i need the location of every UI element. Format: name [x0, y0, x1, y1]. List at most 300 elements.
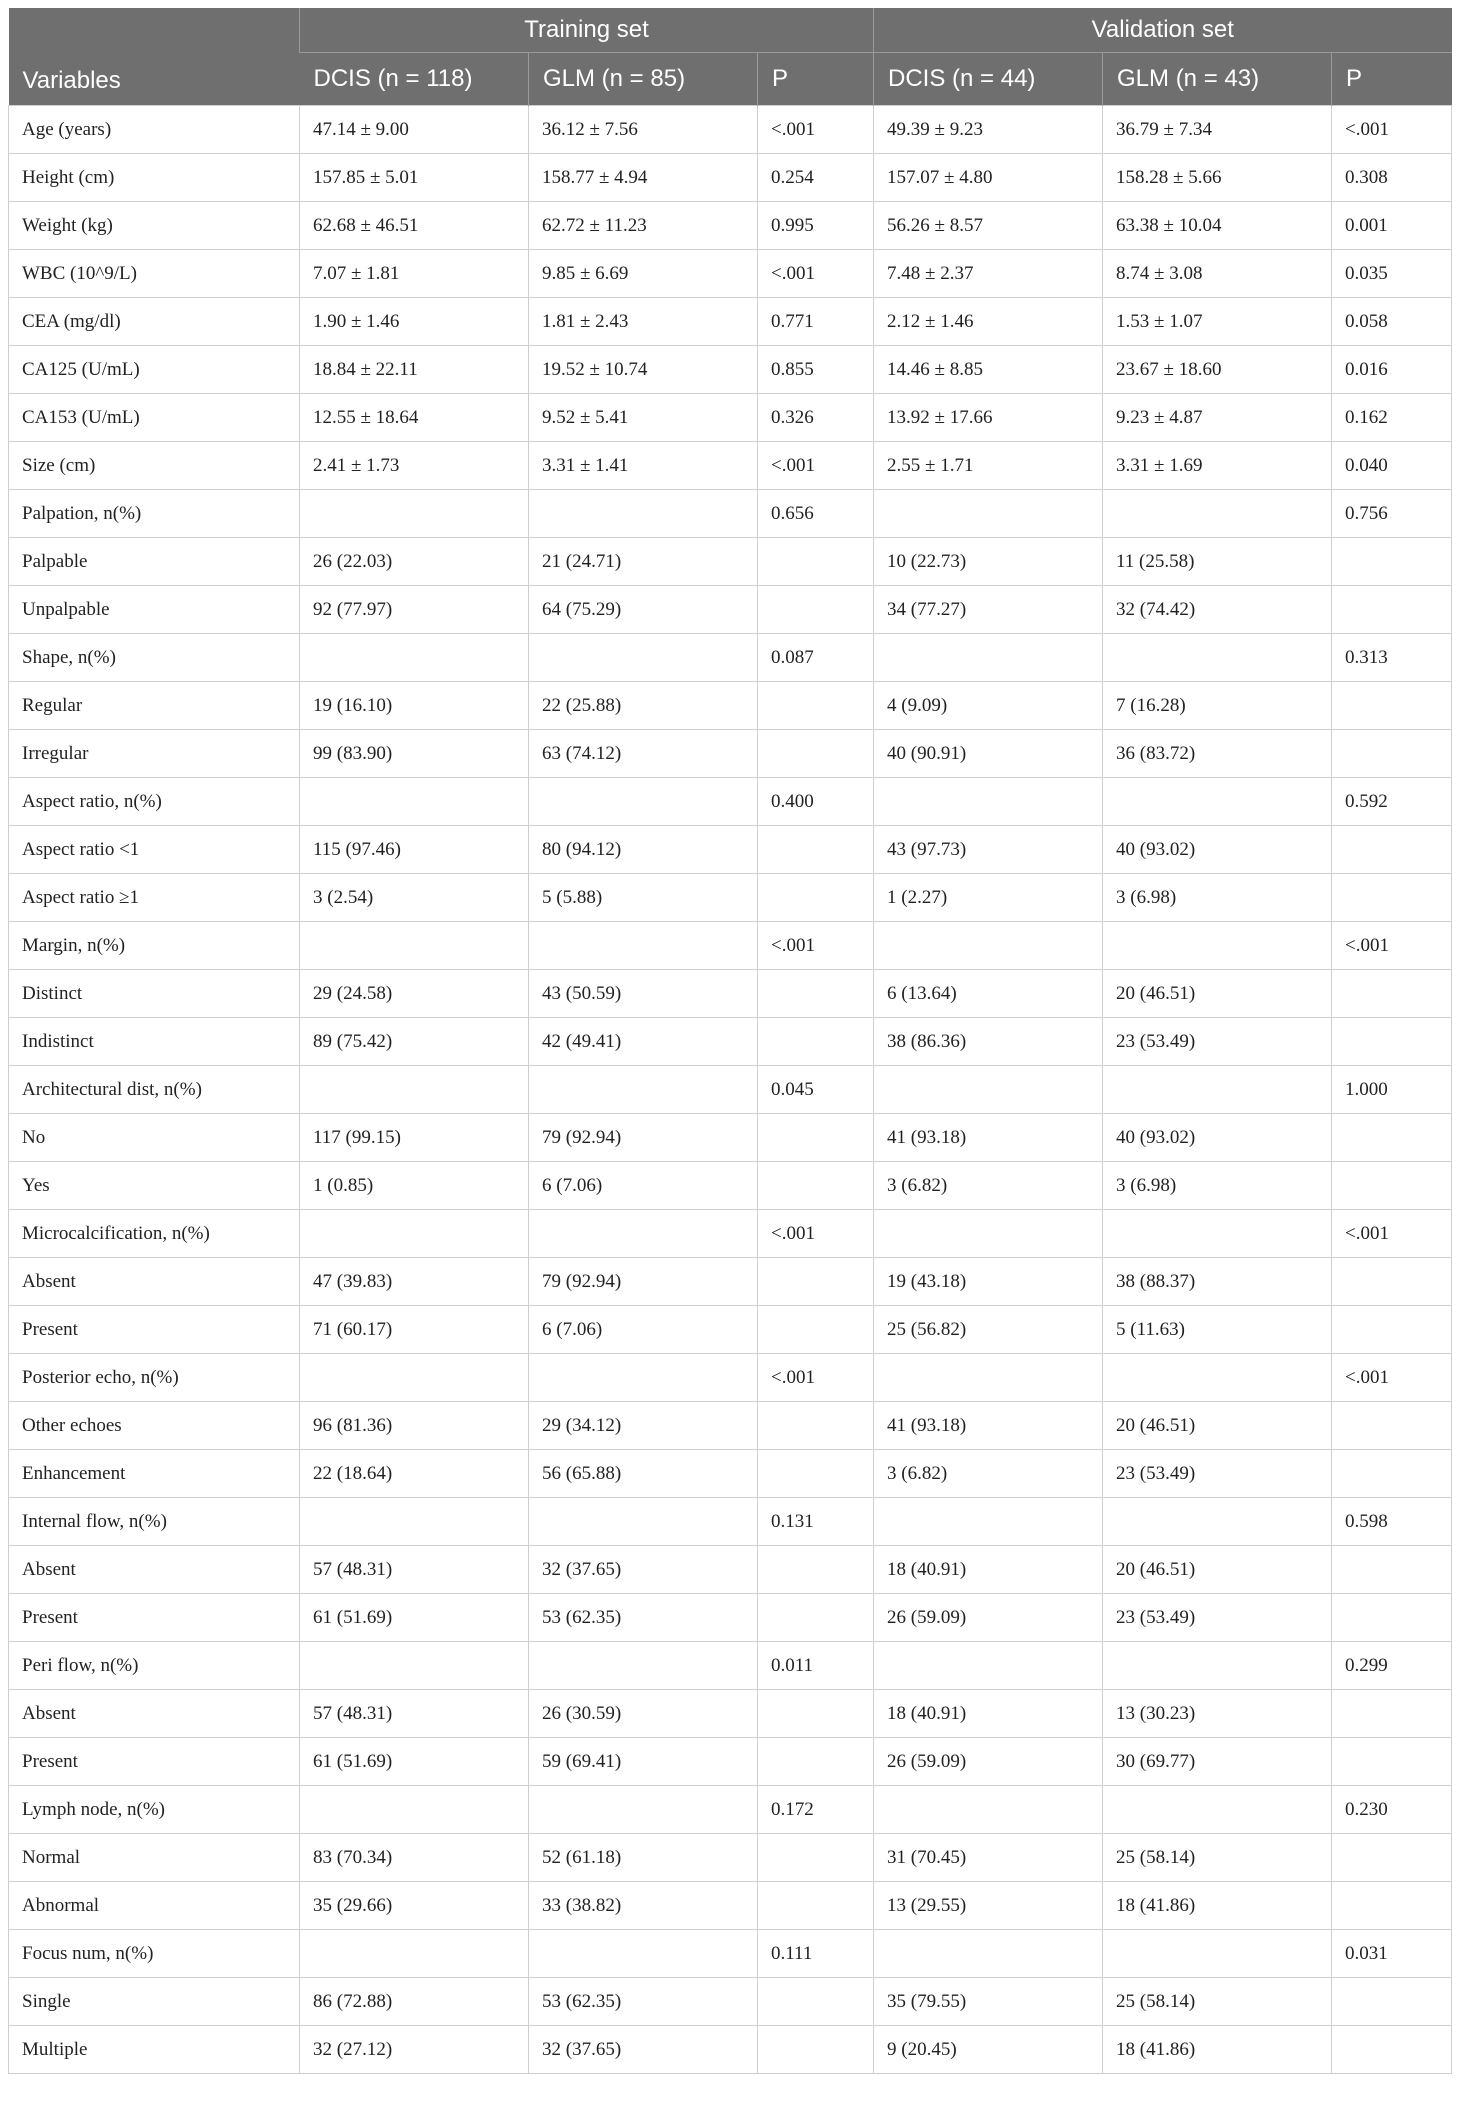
validation-dcis-cell: 56.26 ± 8.57	[874, 202, 1103, 250]
variable-cell: Distinct	[9, 970, 300, 1018]
training-p-cell	[758, 1882, 874, 1930]
table-row	[9, 1018, 1452, 1066]
validation-glm-cell: 23 (53.49)	[1103, 1450, 1332, 1498]
validation-dcis-cell: 18 (40.91)	[874, 1690, 1103, 1738]
validation-glm-cell: 18 (41.86)	[1103, 2026, 1332, 2074]
training-dcis-cell: 1.90 ± 1.46	[300, 298, 529, 346]
training-p-cell: <.001	[758, 1210, 874, 1258]
validation-glm-cell	[1103, 1210, 1332, 1258]
validation-dcis-cell	[874, 1354, 1103, 1402]
variable-cell: CA125 (U/mL)	[9, 346, 300, 394]
training-glm-cell	[529, 922, 758, 970]
validation-glm-cell: 23 (53.49)	[1103, 1594, 1332, 1642]
validation-p-cell: 0.016	[1332, 346, 1452, 394]
validation-glm-cell: 3.31 ± 1.69	[1103, 442, 1332, 490]
training-p-cell: <.001	[758, 442, 874, 490]
training-glm-cell: 9.85 ± 6.69	[529, 250, 758, 298]
validation-p-cell	[1332, 1738, 1452, 1786]
training-dcis-cell	[300, 1642, 529, 1690]
training-glm-cell: 5 (5.88)	[529, 874, 758, 922]
training-glm-cell: 53 (62.35)	[529, 1978, 758, 2026]
table-row	[9, 634, 1452, 682]
training-glm-cell: 32 (37.65)	[529, 1546, 758, 1594]
training-p-cell: 0.172	[758, 1786, 874, 1834]
training-p-cell	[758, 586, 874, 634]
training-dcis-cell: 7.07 ± 1.81	[300, 250, 529, 298]
variable-cell: Present	[9, 1738, 300, 1786]
training-p-cell	[758, 1402, 874, 1450]
training-dcis-cell	[300, 1930, 529, 1978]
training-p-cell	[758, 1258, 874, 1306]
variables-header: Variables	[9, 8, 300, 106]
training-glm-cell	[529, 1498, 758, 1546]
validation-p-cell	[1332, 1594, 1452, 1642]
validation-p-cell: 0.035	[1332, 250, 1452, 298]
validation-dcis-cell: 13.92 ± 17.66	[874, 394, 1103, 442]
validation-glm-cell: 20 (46.51)	[1103, 1402, 1332, 1450]
header-group-row	[9, 8, 1452, 53]
validation-glm-cell	[1103, 1642, 1332, 1690]
col-header-training-dcis: DCIS (n = 118)	[300, 53, 529, 106]
training-dcis-cell	[300, 1354, 529, 1402]
training-glm-cell: 3.31 ± 1.41	[529, 442, 758, 490]
validation-glm-cell	[1103, 1066, 1332, 1114]
validation-glm-cell: 5 (11.63)	[1103, 1306, 1332, 1354]
validation-p-cell	[1332, 1882, 1452, 1930]
training-dcis-cell: 99 (83.90)	[300, 730, 529, 778]
validation-dcis-cell: 26 (59.09)	[874, 1594, 1103, 1642]
table-row	[9, 442, 1452, 490]
validation-p-cell	[1332, 874, 1452, 922]
validation-p-cell	[1332, 1546, 1452, 1594]
training-dcis-cell: 96 (81.36)	[300, 1402, 529, 1450]
table-row	[9, 1066, 1452, 1114]
training-glm-cell	[529, 1210, 758, 1258]
training-glm-cell: 63 (74.12)	[529, 730, 758, 778]
variable-cell: Single	[9, 1978, 300, 2026]
validation-glm-cell	[1103, 1498, 1332, 1546]
training-glm-cell: 53 (62.35)	[529, 1594, 758, 1642]
training-glm-cell: 19.52 ± 10.74	[529, 346, 758, 394]
validation-glm-cell: 25 (58.14)	[1103, 1834, 1332, 1882]
validation-glm-cell	[1103, 1354, 1332, 1402]
variable-cell: Internal flow, n(%)	[9, 1498, 300, 1546]
training-dcis-cell: 19 (16.10)	[300, 682, 529, 730]
training-p-cell: 0.771	[758, 298, 874, 346]
variable-cell: Absent	[9, 1690, 300, 1738]
validation-dcis-cell: 4 (9.09)	[874, 682, 1103, 730]
table-body	[9, 106, 1452, 2074]
training-dcis-cell: 18.84 ± 22.11	[300, 346, 529, 394]
training-glm-cell: 158.77 ± 4.94	[529, 154, 758, 202]
training-p-cell	[758, 1594, 874, 1642]
validation-dcis-cell: 41 (93.18)	[874, 1114, 1103, 1162]
training-glm-cell	[529, 1642, 758, 1690]
training-glm-cell: 43 (50.59)	[529, 970, 758, 1018]
training-p-cell: 0.131	[758, 1498, 874, 1546]
table-row	[9, 1354, 1452, 1402]
col-header-validation-glm: GLM (n = 43)	[1103, 53, 1332, 106]
table-row	[9, 826, 1452, 874]
table-row	[9, 298, 1452, 346]
col-header-training-p: P	[758, 53, 874, 106]
training-dcis-cell: 62.68 ± 46.51	[300, 202, 529, 250]
table-row	[9, 1498, 1452, 1546]
validation-p-cell	[1332, 1114, 1452, 1162]
table-row	[9, 586, 1452, 634]
table-container	[8, 8, 1451, 2074]
validation-p-cell	[1332, 1690, 1452, 1738]
training-p-cell	[758, 1738, 874, 1786]
validation-set-header: Validation set	[874, 8, 1452, 53]
table-row	[9, 1786, 1452, 1834]
variable-cell: Height (cm)	[9, 154, 300, 202]
training-glm-cell: 6 (7.06)	[529, 1162, 758, 1210]
training-dcis-cell: 35 (29.66)	[300, 1882, 529, 1930]
validation-glm-cell: 9.23 ± 4.87	[1103, 394, 1332, 442]
training-glm-cell: 36.12 ± 7.56	[529, 106, 758, 154]
training-glm-cell: 62.72 ± 11.23	[529, 202, 758, 250]
validation-dcis-cell: 41 (93.18)	[874, 1402, 1103, 1450]
table-row	[9, 346, 1452, 394]
training-p-cell	[758, 1114, 874, 1162]
validation-p-cell: <.001	[1332, 1354, 1452, 1402]
table-row	[9, 1450, 1452, 1498]
validation-glm-cell: 8.74 ± 3.08	[1103, 250, 1332, 298]
validation-p-cell	[1332, 1018, 1452, 1066]
validation-dcis-cell: 25 (56.82)	[874, 1306, 1103, 1354]
training-p-cell: 0.045	[758, 1066, 874, 1114]
variable-cell: Present	[9, 1306, 300, 1354]
validation-dcis-cell: 19 (43.18)	[874, 1258, 1103, 1306]
training-glm-cell: 9.52 ± 5.41	[529, 394, 758, 442]
training-dcis-cell	[300, 634, 529, 682]
validation-p-cell	[1332, 1258, 1452, 1306]
validation-glm-cell: 13 (30.23)	[1103, 1690, 1332, 1738]
table-row	[9, 1594, 1452, 1642]
training-dcis-cell: 3 (2.54)	[300, 874, 529, 922]
table-row	[9, 682, 1452, 730]
training-glm-cell: 1.81 ± 2.43	[529, 298, 758, 346]
table-row	[9, 730, 1452, 778]
validation-p-cell	[1332, 586, 1452, 634]
variable-cell: Aspect ratio ≥1	[9, 874, 300, 922]
variable-cell: Focus num, n(%)	[9, 1930, 300, 1978]
training-glm-cell: 29 (34.12)	[529, 1402, 758, 1450]
table-row	[9, 394, 1452, 442]
validation-dcis-cell	[874, 1786, 1103, 1834]
validation-p-cell: 0.001	[1332, 202, 1452, 250]
training-p-cell: 0.111	[758, 1930, 874, 1978]
training-glm-cell	[529, 490, 758, 538]
training-glm-cell: 22 (25.88)	[529, 682, 758, 730]
table-row	[9, 1546, 1452, 1594]
training-p-cell: <.001	[758, 106, 874, 154]
training-dcis-cell: 47.14 ± 9.00	[300, 106, 529, 154]
validation-p-cell	[1332, 1450, 1452, 1498]
variable-cell: Margin, n(%)	[9, 922, 300, 970]
validation-dcis-cell: 3 (6.82)	[874, 1450, 1103, 1498]
variable-cell: Absent	[9, 1258, 300, 1306]
validation-glm-cell: 40 (93.02)	[1103, 1114, 1332, 1162]
training-dcis-cell	[300, 1066, 529, 1114]
training-glm-cell: 42 (49.41)	[529, 1018, 758, 1066]
training-p-cell	[758, 826, 874, 874]
training-p-cell: 0.087	[758, 634, 874, 682]
validation-dcis-cell: 18 (40.91)	[874, 1546, 1103, 1594]
table-row	[9, 1402, 1452, 1450]
table-row	[9, 202, 1452, 250]
validation-glm-cell: 63.38 ± 10.04	[1103, 202, 1332, 250]
validation-p-cell: <.001	[1332, 106, 1452, 154]
variable-cell: Peri flow, n(%)	[9, 1642, 300, 1690]
validation-dcis-cell: 38 (86.36)	[874, 1018, 1103, 1066]
table-row	[9, 970, 1452, 1018]
training-dcis-cell: 32 (27.12)	[300, 2026, 529, 2074]
validation-p-cell	[1332, 2026, 1452, 2074]
variable-cell: Yes	[9, 1162, 300, 1210]
validation-dcis-cell	[874, 634, 1103, 682]
training-dcis-cell: 157.85 ± 5.01	[300, 154, 529, 202]
col-header-validation-dcis: DCIS (n = 44)	[874, 53, 1103, 106]
training-dcis-cell: 26 (22.03)	[300, 538, 529, 586]
training-dcis-cell: 61 (51.69)	[300, 1594, 529, 1642]
variable-cell: Irregular	[9, 730, 300, 778]
validation-dcis-cell	[874, 1210, 1103, 1258]
training-p-cell: 0.855	[758, 346, 874, 394]
variable-cell: Size (cm)	[9, 442, 300, 490]
variable-cell: Aspect ratio <1	[9, 826, 300, 874]
training-dcis-cell	[300, 1498, 529, 1546]
training-glm-cell: 32 (37.65)	[529, 2026, 758, 2074]
table-row	[9, 2026, 1452, 2074]
training-p-cell: 0.326	[758, 394, 874, 442]
comparison-table	[8, 8, 1452, 2074]
validation-glm-cell: 38 (88.37)	[1103, 1258, 1332, 1306]
variable-cell: Absent	[9, 1546, 300, 1594]
training-dcis-cell	[300, 922, 529, 970]
training-dcis-cell: 57 (48.31)	[300, 1690, 529, 1738]
validation-glm-cell: 20 (46.51)	[1103, 1546, 1332, 1594]
training-set-header: Training set	[300, 8, 874, 53]
validation-p-cell: <.001	[1332, 1210, 1452, 1258]
validation-p-cell: 0.313	[1332, 634, 1452, 682]
training-glm-cell	[529, 1786, 758, 1834]
training-dcis-cell: 115 (97.46)	[300, 826, 529, 874]
validation-glm-cell: 40 (93.02)	[1103, 826, 1332, 874]
validation-p-cell: 0.230	[1332, 1786, 1452, 1834]
training-p-cell	[758, 1834, 874, 1882]
training-p-cell: <.001	[758, 922, 874, 970]
training-p-cell	[758, 1690, 874, 1738]
training-glm-cell: 56 (65.88)	[529, 1450, 758, 1498]
table-row	[9, 1930, 1452, 1978]
variable-cell: Microcalcification, n(%)	[9, 1210, 300, 1258]
variable-cell: Present	[9, 1594, 300, 1642]
validation-dcis-cell	[874, 778, 1103, 826]
validation-glm-cell	[1103, 1786, 1332, 1834]
training-dcis-cell: 89 (75.42)	[300, 1018, 529, 1066]
training-dcis-cell: 92 (77.97)	[300, 586, 529, 634]
validation-p-cell: 1.000	[1332, 1066, 1452, 1114]
col-header-training-glm: GLM (n = 85)	[529, 53, 758, 106]
training-dcis-cell: 71 (60.17)	[300, 1306, 529, 1354]
table-row	[9, 1738, 1452, 1786]
training-p-cell	[758, 1306, 874, 1354]
variable-cell: Posterior echo, n(%)	[9, 1354, 300, 1402]
training-glm-cell: 33 (38.82)	[529, 1882, 758, 1930]
validation-dcis-cell: 9 (20.45)	[874, 2026, 1103, 2074]
table-row	[9, 250, 1452, 298]
variable-cell: Lymph node, n(%)	[9, 1786, 300, 1834]
table-row	[9, 922, 1452, 970]
training-p-cell: 0.995	[758, 202, 874, 250]
validation-dcis-cell: 31 (70.45)	[874, 1834, 1103, 1882]
training-p-cell: 0.011	[758, 1642, 874, 1690]
table-row	[9, 1210, 1452, 1258]
training-p-cell	[758, 1546, 874, 1594]
training-dcis-cell	[300, 778, 529, 826]
training-dcis-cell: 12.55 ± 18.64	[300, 394, 529, 442]
training-glm-cell: 26 (30.59)	[529, 1690, 758, 1738]
validation-glm-cell: 36 (83.72)	[1103, 730, 1332, 778]
variable-cell: CEA (mg/dl)	[9, 298, 300, 346]
variable-cell: Indistinct	[9, 1018, 300, 1066]
validation-p-cell	[1332, 682, 1452, 730]
validation-p-cell	[1332, 538, 1452, 586]
table-header	[9, 8, 1452, 106]
validation-glm-cell: 23.67 ± 18.60	[1103, 346, 1332, 394]
validation-glm-cell: 1.53 ± 1.07	[1103, 298, 1332, 346]
variable-cell: Normal	[9, 1834, 300, 1882]
validation-p-cell: 0.058	[1332, 298, 1452, 346]
variable-cell: Aspect ratio, n(%)	[9, 778, 300, 826]
validation-dcis-cell: 43 (97.73)	[874, 826, 1103, 874]
validation-p-cell	[1332, 970, 1452, 1018]
table-row	[9, 1258, 1452, 1306]
validation-p-cell: <.001	[1332, 922, 1452, 970]
variable-cell: Regular	[9, 682, 300, 730]
training-dcis-cell: 22 (18.64)	[300, 1450, 529, 1498]
validation-dcis-cell: 7.48 ± 2.37	[874, 250, 1103, 298]
variable-cell: WBC (10^9/L)	[9, 250, 300, 298]
validation-dcis-cell: 26 (59.09)	[874, 1738, 1103, 1786]
training-p-cell: <.001	[758, 1354, 874, 1402]
validation-p-cell: 0.031	[1332, 1930, 1452, 1978]
table-row	[9, 106, 1452, 154]
training-p-cell	[758, 970, 874, 1018]
training-dcis-cell: 83 (70.34)	[300, 1834, 529, 1882]
training-p-cell	[758, 1450, 874, 1498]
validation-dcis-cell	[874, 1066, 1103, 1114]
training-glm-cell: 21 (24.71)	[529, 538, 758, 586]
validation-dcis-cell: 13 (29.55)	[874, 1882, 1103, 1930]
validation-dcis-cell: 14.46 ± 8.85	[874, 346, 1103, 394]
validation-p-cell: 0.598	[1332, 1498, 1452, 1546]
validation-glm-cell: 158.28 ± 5.66	[1103, 154, 1332, 202]
validation-p-cell	[1332, 730, 1452, 778]
validation-glm-cell: 32 (74.42)	[1103, 586, 1332, 634]
variable-cell: No	[9, 1114, 300, 1162]
training-glm-cell	[529, 1066, 758, 1114]
validation-glm-cell: 11 (25.58)	[1103, 538, 1332, 586]
training-p-cell	[758, 1162, 874, 1210]
validation-glm-cell	[1103, 490, 1332, 538]
validation-glm-cell: 20 (46.51)	[1103, 970, 1332, 1018]
validation-glm-cell: 3 (6.98)	[1103, 1162, 1332, 1210]
training-dcis-cell: 117 (99.15)	[300, 1114, 529, 1162]
validation-p-cell	[1332, 826, 1452, 874]
training-p-cell: <.001	[758, 250, 874, 298]
training-p-cell	[758, 874, 874, 922]
validation-p-cell	[1332, 1834, 1452, 1882]
validation-dcis-cell: 2.12 ± 1.46	[874, 298, 1103, 346]
validation-p-cell	[1332, 1402, 1452, 1450]
training-dcis-cell: 86 (72.88)	[300, 1978, 529, 2026]
training-glm-cell	[529, 634, 758, 682]
variable-cell: Abnormal	[9, 1882, 300, 1930]
validation-glm-cell: 36.79 ± 7.34	[1103, 106, 1332, 154]
variable-cell: Architectural dist, n(%)	[9, 1066, 300, 1114]
table-row	[9, 490, 1452, 538]
training-glm-cell	[529, 1930, 758, 1978]
validation-glm-cell	[1103, 634, 1332, 682]
training-p-cell	[758, 730, 874, 778]
validation-p-cell: 0.162	[1332, 394, 1452, 442]
validation-glm-cell: 7 (16.28)	[1103, 682, 1332, 730]
validation-dcis-cell: 34 (77.27)	[874, 586, 1103, 634]
validation-glm-cell: 3 (6.98)	[1103, 874, 1332, 922]
training-dcis-cell: 2.41 ± 1.73	[300, 442, 529, 490]
table-row	[9, 1114, 1452, 1162]
training-dcis-cell: 29 (24.58)	[300, 970, 529, 1018]
validation-dcis-cell: 3 (6.82)	[874, 1162, 1103, 1210]
validation-dcis-cell: 49.39 ± 9.23	[874, 106, 1103, 154]
training-glm-cell: 59 (69.41)	[529, 1738, 758, 1786]
validation-dcis-cell: 1 (2.27)	[874, 874, 1103, 922]
variable-cell: Other echoes	[9, 1402, 300, 1450]
training-p-cell	[758, 1978, 874, 2026]
training-dcis-cell: 1 (0.85)	[300, 1162, 529, 1210]
table-row	[9, 1690, 1452, 1738]
validation-p-cell: 0.756	[1332, 490, 1452, 538]
validation-glm-cell: 30 (69.77)	[1103, 1738, 1332, 1786]
validation-p-cell: 0.299	[1332, 1642, 1452, 1690]
validation-dcis-cell	[874, 1930, 1103, 1978]
table-row	[9, 1882, 1452, 1930]
training-glm-cell: 64 (75.29)	[529, 586, 758, 634]
variable-cell: Unpalpable	[9, 586, 300, 634]
training-p-cell: 0.254	[758, 154, 874, 202]
training-glm-cell: 52 (61.18)	[529, 1834, 758, 1882]
table-row	[9, 1834, 1452, 1882]
validation-dcis-cell: 40 (90.91)	[874, 730, 1103, 778]
validation-glm-cell	[1103, 1930, 1332, 1978]
variable-cell: Palpation, n(%)	[9, 490, 300, 538]
validation-glm-cell: 18 (41.86)	[1103, 1882, 1332, 1930]
training-glm-cell	[529, 778, 758, 826]
validation-p-cell: 0.040	[1332, 442, 1452, 490]
validation-p-cell: 0.592	[1332, 778, 1452, 826]
validation-p-cell: 0.308	[1332, 154, 1452, 202]
table-row	[9, 538, 1452, 586]
training-p-cell	[758, 2026, 874, 2074]
training-p-cell	[758, 538, 874, 586]
training-glm-cell: 80 (94.12)	[529, 826, 758, 874]
training-p-cell	[758, 682, 874, 730]
training-p-cell: 0.400	[758, 778, 874, 826]
table-row	[9, 154, 1452, 202]
